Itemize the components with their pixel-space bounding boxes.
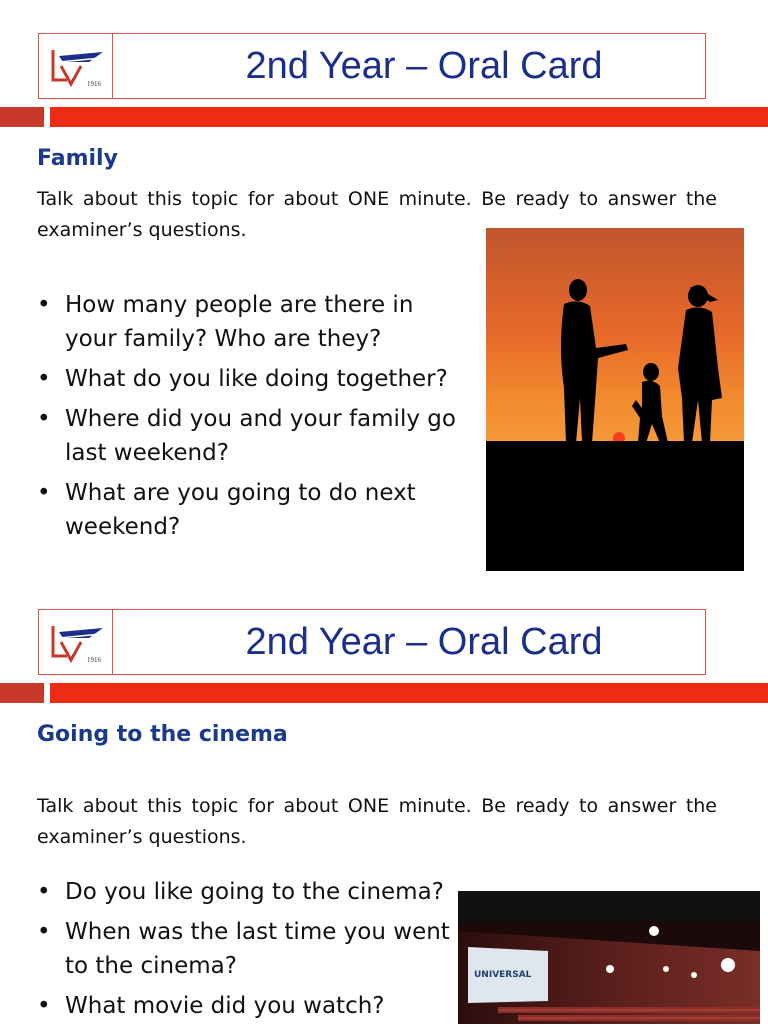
- card-title: 2nd Year – Oral Card: [245, 45, 603, 87]
- logo-emblem-icon: [45, 40, 107, 92]
- question-item: • When was the last time you went to the cinema?: [37, 915, 457, 983]
- school-logo: [39, 34, 113, 98]
- question-item: • Where did you and your family go last weekend?: [37, 402, 457, 470]
- logo-year: 1916: [87, 80, 101, 88]
- cinema-auditorium-photo: [458, 891, 760, 1024]
- logo-year: 1916: [87, 656, 101, 664]
- question-list: [37, 875, 457, 1029]
- question-item: • What movie did you watch?: [37, 989, 457, 1023]
- instruction-text: Talk about this topic for about ONE minute. Be ready to answer the examiner’s questions.: [37, 795, 717, 848]
- question-item: • How many people are there in your family? Who are they?: [37, 288, 457, 356]
- card-header: [38, 609, 706, 675]
- screen-logo-text: UNIVERSAL: [474, 970, 532, 980]
- header-accent-bar-small: [0, 107, 44, 127]
- topic-heading: Family: [37, 146, 118, 171]
- card-header: [38, 33, 706, 99]
- header-accent-bar: [50, 107, 768, 127]
- topic-heading: Going to the cinema: [37, 722, 288, 747]
- card-title: 2nd Year – Oral Card: [245, 621, 603, 663]
- logo-emblem-icon: [45, 616, 107, 668]
- instruction-text: Talk about this topic for about ONE minute. Be ready to answer the examiner’s questions.: [37, 188, 717, 241]
- oral-card-cinema: [0, 585, 768, 1024]
- question-item: • Do you like going to the cinema?: [37, 875, 457, 909]
- header-accent-bar-small: [0, 683, 44, 703]
- question-item: • What do you like doing together?: [37, 362, 457, 396]
- school-logo: [39, 610, 113, 674]
- family-silhouette-photo: [486, 228, 744, 571]
- question-list: [37, 288, 457, 550]
- header-accent-bar: [50, 683, 768, 703]
- question-item: • What are you going to do next weekend?: [37, 476, 457, 544]
